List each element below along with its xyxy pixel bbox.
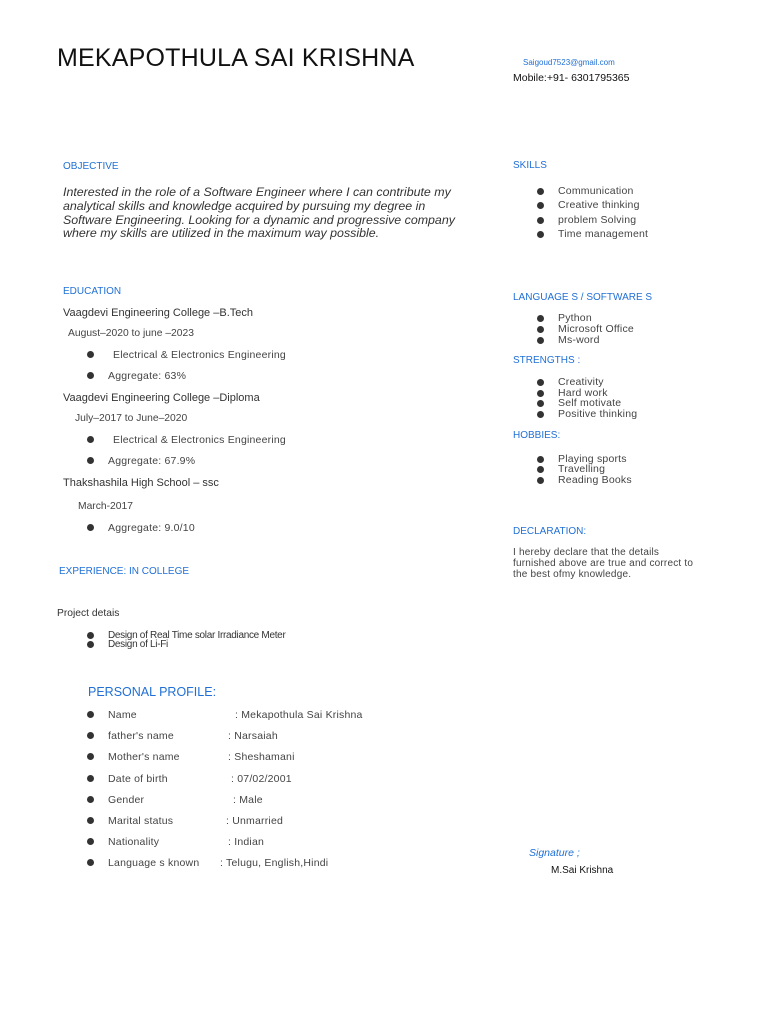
bullet-icon — [537, 411, 544, 418]
objective-heading: OBJECTIVE — [63, 161, 119, 172]
declaration-text: I hereby declare that the details furnished above are true and correct to the best ofmy knowledge. — [513, 547, 694, 580]
bullet-icon — [87, 753, 94, 760]
hobby-item: Travelling — [558, 463, 606, 475]
signature-name: M.Sai Krishna — [551, 865, 614, 876]
bullet-icon — [537, 202, 544, 209]
bullet-icon — [537, 217, 544, 224]
profile-label: Date of birth — [108, 773, 168, 785]
profile-value: : Sheshamani — [228, 751, 295, 763]
profile-value: : Mekapothula Sai Krishna — [235, 709, 363, 721]
bullet-icon — [537, 326, 544, 333]
hobby-item: Playing sports — [558, 453, 627, 465]
strength-item: Hard work — [558, 387, 608, 399]
profile-value: : Indian — [228, 836, 265, 848]
bullet-icon — [87, 436, 94, 443]
profile-label: Marital status — [108, 815, 174, 827]
skill-item: problem Solving — [558, 214, 637, 226]
skills-heading: SKILLS — [513, 160, 547, 171]
profile-label: Language s known — [108, 857, 200, 869]
strength-item: Self motivate — [558, 397, 622, 409]
education-institution: Thakshashila High School – ssc — [63, 477, 219, 489]
bullet-icon — [537, 400, 544, 407]
education-period: August–2020 to june –2023 — [68, 328, 194, 339]
bullet-icon — [87, 524, 94, 531]
declaration-heading: DECLARATION: — [513, 526, 587, 537]
profile-value: : 07/02/2001 — [231, 773, 292, 785]
skill-item: Communication — [558, 185, 634, 197]
strength-item: Creativity — [558, 376, 604, 388]
bullet-icon — [537, 477, 544, 484]
education-heading: EDUCATION — [63, 286, 122, 297]
project-heading: Project detais — [57, 608, 120, 619]
profile-label: Nationality — [108, 836, 160, 848]
language-item: Microsoft Office — [558, 323, 634, 335]
hobbies-heading: HOBBIES: — [513, 430, 561, 441]
profile-label: Name — [108, 709, 137, 721]
bullet-icon — [537, 379, 544, 386]
bullet-icon — [537, 466, 544, 473]
project-item: Design of Li-Fi — [108, 639, 168, 650]
education-branch: Electrical & Electronics Engineering — [113, 434, 286, 446]
languages-heading: LANGUAGE S / SOFTWARE S — [513, 292, 653, 303]
bullet-icon — [537, 390, 544, 397]
bullet-icon — [87, 838, 94, 845]
bullet-icon — [87, 457, 94, 464]
experience-heading: EXPERIENCE: IN COLLEGE — [59, 566, 190, 577]
profile-value: : Narsaiah — [228, 730, 278, 742]
bullet-icon — [87, 711, 94, 718]
skill-item: Time management — [558, 228, 649, 240]
education-institution: Vaagdevi Engineering College –B.Tech — [63, 307, 253, 319]
education-period: March-2017 — [78, 501, 133, 512]
bullet-icon — [87, 632, 94, 639]
signature-label: Signature ; — [529, 847, 580, 859]
hobby-item: Reading Books — [558, 474, 632, 486]
bullet-icon — [87, 372, 94, 379]
profile-value: : Unmarried — [226, 815, 284, 827]
strengths-heading: STRENGTHS : — [513, 355, 581, 366]
skill-item: Creative thinking — [558, 199, 640, 211]
objective-text: Interested in the role of a Software Engineer where I can contribute my analytical skills and knowledge acquired by pursuing my degree in Software Engineering. Looking for a dynamic and progressive company where my skills are utilized in the maximum way possible. — [63, 185, 455, 241]
education-branch: Electrical & Electronics Engineering — [113, 349, 286, 361]
profile-label: Mother's name — [108, 751, 180, 763]
profile-value: : Male — [233, 794, 263, 806]
email-text: Saigoud7523@gmail.com — [523, 58, 615, 67]
language-item: Ms-word — [558, 334, 600, 346]
bullet-icon — [87, 859, 94, 866]
education-institution: Vaagdevi Engineering College –Diploma — [63, 392, 260, 404]
resume-name: MEKAPOTHULA SAI KRISHNA — [57, 44, 415, 72]
profile-label: Gender — [108, 794, 145, 806]
bullet-icon — [537, 337, 544, 344]
profile-label: father's name — [108, 730, 174, 742]
language-item: Python — [558, 312, 592, 324]
bullet-icon — [87, 351, 94, 358]
mobile-text: Mobile:+91- 6301795365 — [513, 72, 630, 84]
project-item: Design of Real Time solar Irradiance Meter — [108, 630, 286, 641]
bullet-icon — [537, 231, 544, 238]
bullet-icon — [87, 732, 94, 739]
education-aggregate: Aggregate: 9.0/10 — [108, 522, 195, 534]
bullet-icon — [87, 775, 94, 782]
personal-profile-heading: PERSONAL PROFILE: — [88, 685, 217, 699]
bullet-icon — [537, 315, 544, 322]
education-period: July–2017 to June–2020 — [75, 413, 188, 424]
education-aggregate: Aggregate: 67.9% — [108, 455, 196, 467]
bullet-icon — [87, 817, 94, 824]
bullet-icon — [87, 641, 94, 648]
strength-item: Positive thinking — [558, 408, 638, 420]
bullet-icon — [87, 796, 94, 803]
bullet-icon — [537, 456, 544, 463]
profile-value: : Telugu, English,Hindi — [220, 857, 329, 869]
bullet-icon — [537, 188, 544, 195]
education-aggregate: Aggregate: 63% — [108, 370, 187, 382]
